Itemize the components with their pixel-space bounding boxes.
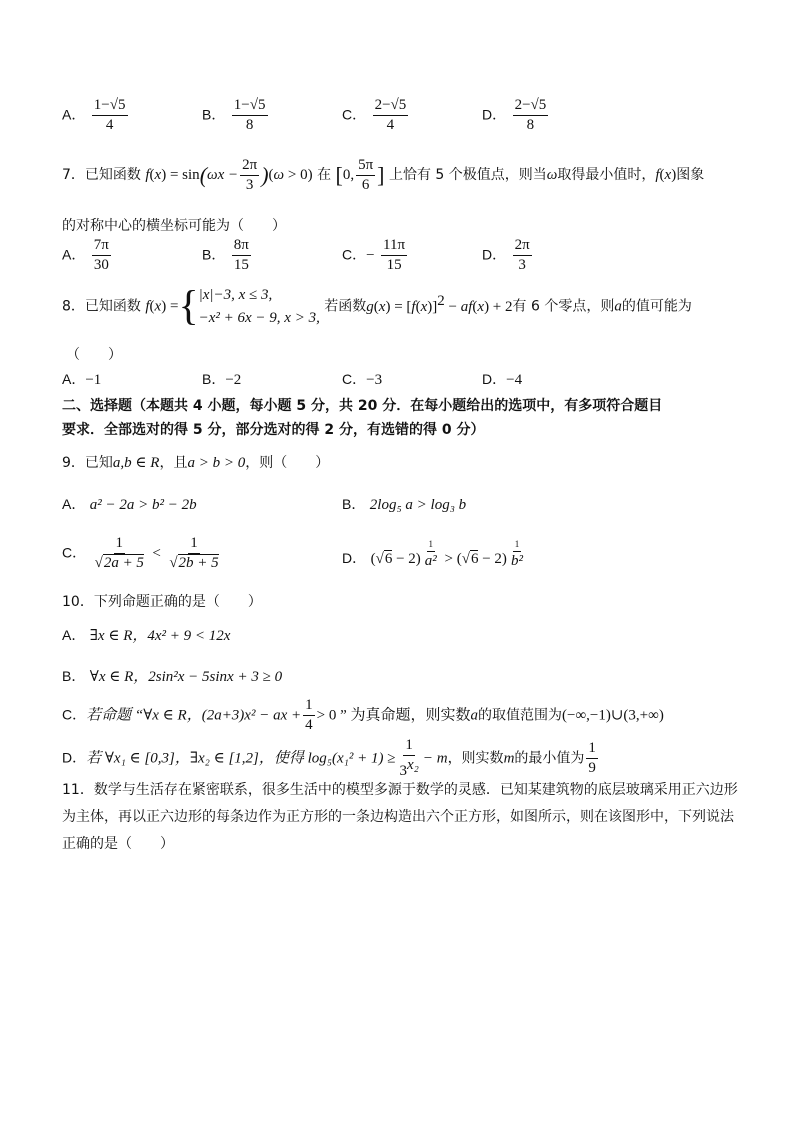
q7-stem-line2: 的对称中心的横坐标可能为（ ） <box>62 218 286 234</box>
q8-option-a: A．−1 <box>62 371 102 388</box>
interval: [0, $\frac{5\pi}{6}$ ] <box>335 157 385 193</box>
q6-option-c <box>342 98 410 133</box>
power-expression: (√6 − 2) $^{\frac{1}{\text{a²}}}$ > (√6 − 2) $^{\frac{1}{\text{b²}}}$ <box>370 539 523 569</box>
option-label: B． <box>202 106 226 123</box>
q7-option-a: A． $\frac{7\pi}{30}$ <box>62 237 109 273</box>
q8-option-c: C．−3 <box>342 371 383 388</box>
q7-option-c: C．− $\frac{11\pi}{15}$ <box>342 237 406 273</box>
section-heading-line2: 要求．全部选对的得 5 分，部分选对的得 2 分，有选错的得 0 分） <box>62 422 485 438</box>
fraction: $\frac{1}{3^{x_2}}$ <box>399 737 419 779</box>
q9-option-c: C． $\frac{1}{√2a + 5}$ < $\frac{1}{√2b + 5}$ <box>62 535 219 571</box>
q8-option-d: D．−4 <box>482 371 523 388</box>
q8-stem: 8．已知函数 f(x) ={ |x|−3, x ≤ 3, −x² + 6x − 9, x > 3, 若函数$g(x) = [f(x)]^2 - af(x) + 2$有 6 个零点，则a的值可能为 <box>62 283 692 330</box>
piecewise: |x|−3, x ≤ 3, −x² + 6x − 9, x > 3, <box>198 287 320 326</box>
option-label: A． <box>62 106 86 123</box>
fraction: $\frac{1}{√2b + 5}$ <box>169 535 219 571</box>
q6-option-a <box>62 98 130 133</box>
option-label: D． <box>482 106 507 123</box>
q10-option-d: D．若 ∀x₁ ∈ [0,3]，∃x₂ ∈ [1,2]，使得 log₅(x₁² + 1) ≥ $\frac{1}{3^{x_2}}$ − m，则实数m的最小值为 $\frac{1}{9}$ <box>62 737 596 779</box>
fraction: $\frac{8\pi}{15}$ <box>233 237 249 273</box>
fraction: $\frac{7\pi}{30}$ <box>93 237 109 273</box>
q6-option-b <box>202 98 270 133</box>
q7-stem: 7．已知函数 f(x) = sin(ωx − $\frac{2\pi}{3}$ )(ω > 0) 在 [0, $\frac{5\pi}{6}$ ] 上恰有 5 个极值点，则当ω取得最小值时，f(x)图象 <box>62 157 705 193</box>
q9-option-d: D． (√6 − 2) $^{\frac{1}{\text{a²}}}$ > (√6 − 2) $^{\frac{1}{\text{b²}}}$ <box>342 540 527 569</box>
q8-option-b: B．−2 <box>202 371 242 388</box>
function-symbol: f(x) <box>655 166 677 183</box>
question-number: 8．已知函数 <box>62 298 141 315</box>
fraction: $\frac{1}{√2a + 5}$ <box>94 535 144 571</box>
fraction: $\frac{1}{4}$ <box>305 697 313 733</box>
fraction: $\frac{1}{9}$ <box>588 740 596 776</box>
q11-stem-line2: 为主体，再以正六边形的每条边作为正方形的一条边构造出六个正方形，如图所示，则在该图形中，下列说法 <box>62 809 734 825</box>
fraction: $\frac{2-√5}{4}$ <box>374 97 407 133</box>
question-number: 7．已知函数 <box>62 166 141 183</box>
q10-stem: 10．下列命题正确的是（ ） <box>62 594 262 610</box>
q7-option-b: B． $\frac{8\pi}{15}$ <box>202 237 249 273</box>
q9-stem: 9．已知a,b ∈ R，且a > b > 0，则（ ） <box>62 455 330 471</box>
q7-option-d: D． $\frac{2\pi}{3}$ <box>482 237 530 273</box>
q8-answer-paren: （ ） <box>66 347 122 363</box>
section-heading-line1: 二、选择题（本题共 4 小题，每小题 5 分，共 20 分．在每小题给出的选项中，有多项符合题目 <box>62 398 663 414</box>
q9-option-a: A． a² − 2a > b² − 2b <box>62 496 197 513</box>
q10-option-a: A． ∃x ∈ R，4x² + 9 < 12x <box>62 627 231 644</box>
fraction: $\frac{2-√5}{8}$ <box>514 97 547 133</box>
function-expression: f(x) = sin(ωx − $\frac{2\pi}{3}$ )(ω > 0) <box>145 157 313 193</box>
fraction: $\frac{2\pi}{3}$ <box>514 237 530 273</box>
q9-option-b: B． 2log₅ a > log₃ b <box>342 496 467 513</box>
q11-stem-line1: 11．数学与生活存在紧密联系，很多生活中的模型多源于数学的灵感．已知某建筑物的底层玻璃采用正六边形 <box>62 782 738 798</box>
fraction: $\frac{11\pi}{15}$ <box>383 237 406 273</box>
question-number: 9．已知 <box>62 455 113 471</box>
q10-option-c: C．若命题 “∀x ∈ R，(2a+3)x² − ax + $\frac{1}{4}$ > 0 ” 为真命题，则实数a的取值范围为(−∞,−1)∪(3,+∞) <box>62 697 664 733</box>
fraction: $\frac{1-√5}{4}$ <box>93 97 126 133</box>
option-label: C． <box>342 106 367 123</box>
q6-option-d <box>482 98 550 133</box>
g-expression: $g(x) = [f(x)]^2 - af(x) + 2$ <box>366 292 513 315</box>
fraction: $\frac{1-√5}{8}$ <box>233 97 266 133</box>
q10-option-b: B． ∀x ∈ R，2sin²x − 5sinx + 3 ≥ 0 <box>62 668 283 685</box>
q11-stem-line3: 正确的是（ ） <box>62 836 174 852</box>
